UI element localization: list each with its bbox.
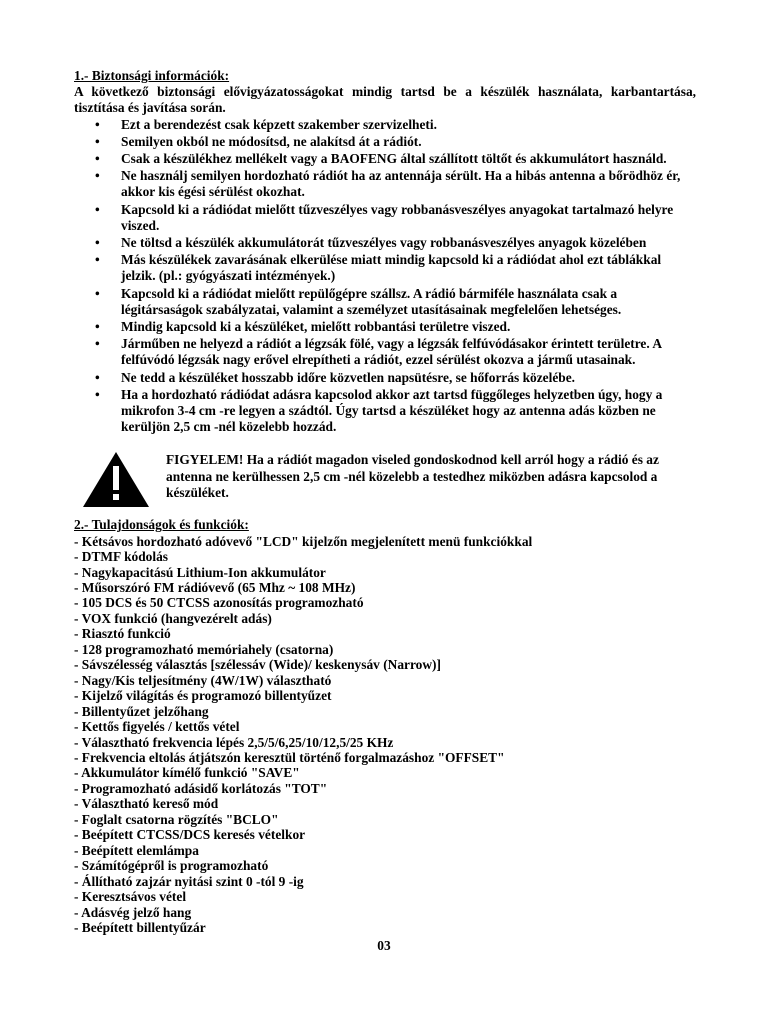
safety-bullet-item <box>74 286 696 318</box>
safety-bullet-item <box>74 370 696 386</box>
bullet-text: Kapcsold ki a rádiódat mielőtt repülőgépre szállsz. A rádió bármiféle használata csak a légitársaságok szabályzatai, valamint a személyzet utasításainak megfelelően lehetséges. <box>121 285 622 317</box>
safety-bullet-item <box>74 235 696 251</box>
bullet-symbol: • <box>95 235 100 251</box>
warning-text: FIGYELEM! Ha a rádiót magadon viseled gondoskodnod kell arról hogy a rádió és az antenna ne kerülhessen 2,5 cm -nél közelebb a testedhez miközben adásra kapcsolod a készüléket. <box>166 452 659 500</box>
bullet-symbol: • <box>95 319 100 335</box>
safety-bullet-item <box>74 151 696 167</box>
bullet-text: Csak a készülékhez mellékelt vagy a BAOFENG által szállított töltőt és akkumulátort használd. <box>121 151 667 167</box>
feature-list <box>74 534 696 936</box>
feature-item: - Választható frekvencia lépés 2,5/5/6,25/10/12,5/25 KHz <box>74 734 394 750</box>
safety-bullet-item <box>74 319 696 335</box>
section2 <box>74 517 696 935</box>
feature-item: - Kijelző világítás és programozó billentyűzet <box>74 688 332 704</box>
feature-item: - Akkumulátor kímélő funkció "SAVE" <box>74 765 300 781</box>
bullet-text: Ne tedd a készüléket hosszabb időre közvetlen napsütésre, se hőforrás közelébe. <box>121 369 576 385</box>
feature-item: - Foglalt csatorna rögzítés "BCLO" <box>74 811 279 827</box>
bullet-text: Mindig kapcsold ki a készüléket, mielőtt robbantási területre viszed. <box>121 319 511 335</box>
feature-item: - Frekvencia eltolás átjátszón keresztül történő forgalmazáshoz "OFFSET" <box>74 750 505 766</box>
feature-item: - DTMF kódolás <box>74 549 168 565</box>
feature-item: - Műsorszóró FM rádióvevő (65 Mhz ~ 108 MHz) <box>74 580 356 596</box>
warning-triangle-icon <box>83 452 149 507</box>
safety-bullet-list <box>74 117 696 436</box>
bullet-text: Ne használj semilyen hordozható rádiót ha az antennája sérült. Ha a hibás antenna a bőrödhöz ér, akkor kis égési sérülést okozhat. <box>121 168 681 200</box>
feature-item: - Beépített elemlámpa <box>74 842 199 858</box>
safety-bullet-item <box>74 168 696 200</box>
feature-item: - Kettős figyelés / kettős vétel <box>74 719 240 735</box>
bullet-symbol: • <box>95 252 100 268</box>
bullet-text: Ne töltsd a készülék akkumulátorát tűzveszélyes vagy robbanásveszélyes anyagok közelében <box>121 235 647 251</box>
bullet-text: Ha a hordozható rádiódat adásra kapcsolod akkor azt tartsd függőleges helyzetben úgy, hogy a mikrofon 3-4 cm -re legyen a szádtól. Úgy tartsd a készüléket hogy az antenna adás közben ne kerüljön 2,5 cm -nél közelebb hozzád. <box>121 386 663 435</box>
bullet-text: Járműben ne helyezd a rádiót a légzsák fölé, vagy a légzsák felfúvódásakor érintett területre. A felfúvódó légzsák nagy erővel elrepítheti a rádiót, ezzel sérülést okozva a jármű utasainak. <box>121 336 662 368</box>
section1-intro: A következő biztonsági elővigyázatosságokat mindig tartsd be a készülék használata, karbantartása, tisztítása és javítása során. <box>74 84 696 116</box>
safety-bullet-item <box>74 202 696 234</box>
warning-block <box>74 452 696 506</box>
feature-item: - VOX funkció (hangvezérelt adás) <box>74 610 272 626</box>
section1-heading: 1.- Biztonsági információk: <box>74 68 230 83</box>
feature-item: - Nagy/Kis teljesítmény (4W/1W) választható <box>74 672 332 688</box>
feature-item: - Adásvég jelző hang <box>74 904 192 920</box>
feature-item: - Kétsávos hordozható adóvevő "LCD" kijelzőn megjelenített menü funkciókkal <box>74 533 533 549</box>
feature-item: - Állítható zajzár nyitási szint 0 -tól 9 -ig <box>74 873 304 889</box>
bullet-symbol: • <box>95 336 100 352</box>
safety-bullet-item <box>74 336 696 368</box>
bullet-symbol: • <box>95 168 100 184</box>
bullet-text: Kapcsold ki a rádiódat mielőtt tűzveszélyes vagy robbanásveszélyes anyagokat tartalmazó helyre viszed. <box>121 201 674 233</box>
feature-item: - Beépített billentyűzár <box>74 920 206 935</box>
bullet-symbol: • <box>95 116 100 132</box>
feature-item: - Választható kereső mód <box>74 796 219 812</box>
safety-bullet-item <box>74 134 696 150</box>
manual-page <box>74 68 696 935</box>
feature-item: - 128 programozható memóriahely (csatorna) <box>74 641 334 657</box>
safety-bullet-item <box>74 117 696 133</box>
feature-item: - Riasztó funkció <box>74 626 171 642</box>
feature-item: - Beépített CTCSS/DCS keresés vételkor <box>74 827 306 843</box>
bullet-text: Más készülékek zavarásának elkerülése miatt mindig kapcsold ki a rádiódat ahol ezt táblákkal jelzik. (pl.: gyógyászati intézmények.) <box>121 252 662 284</box>
bullet-symbol: • <box>95 386 100 402</box>
bullet-text: Semilyen okból ne módosítsd, ne alakítsd át a rádiót. <box>121 133 422 149</box>
feature-item: - Sávszélesség választás [szélessáv (Wide)/ keskenysáv (Narrow)] <box>74 657 441 673</box>
bullet-symbol: • <box>95 369 100 385</box>
feature-item: - 105 DCS és 50 CTCSS azonosítás programozható <box>74 595 364 611</box>
safety-bullet-item <box>74 252 696 284</box>
section2-heading: 2.- Tulajdonságok és funkciók: <box>74 517 249 533</box>
bullet-symbol: • <box>95 285 100 301</box>
feature-item: - Számítógépről is programozható <box>74 858 269 874</box>
bullet-symbol: • <box>95 133 100 149</box>
feature-item: - Billentyűzet jelzőhang <box>74 703 209 719</box>
feature-item: - Nagykapacitású Lithium-Ion akkumulátor <box>74 564 326 580</box>
safety-bullet-item <box>74 387 696 436</box>
bullet-symbol: • <box>95 201 100 217</box>
page-number: 03 <box>377 938 391 953</box>
bullet-symbol: • <box>95 151 100 167</box>
bullet-text: Ezt a berendezést csak képzett szakember szervizelheti. <box>121 116 437 132</box>
feature-item: - Programozható adásidő korlátozás "TOT" <box>74 780 328 796</box>
feature-item: - Keresztsávos vétel <box>74 889 187 905</box>
